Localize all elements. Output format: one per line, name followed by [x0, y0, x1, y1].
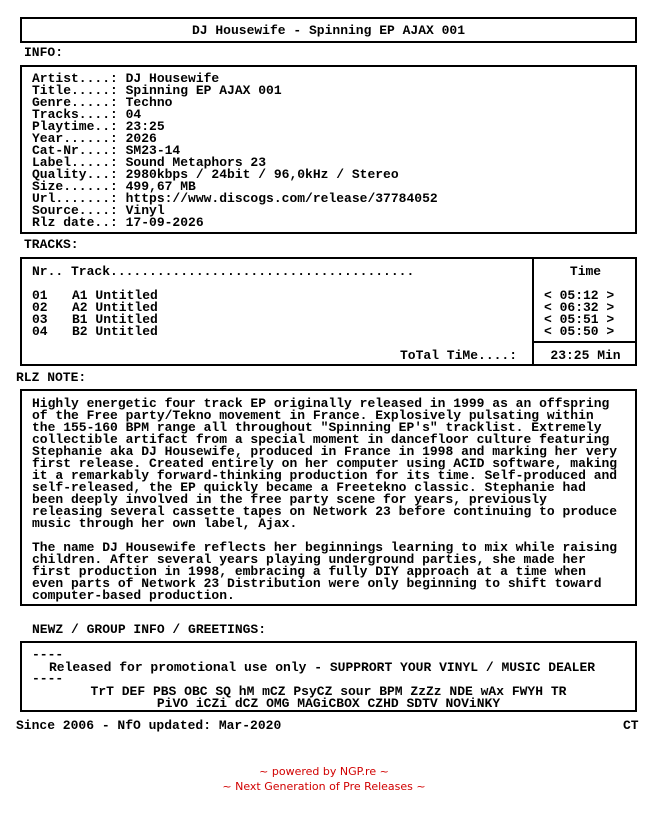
tracks-divider-horizontal: [532, 341, 635, 343]
rlz-note-box: [20, 389, 637, 606]
tracks-header: Nr.. Track.......................................: [32, 264, 415, 279]
ct-text: CT: [623, 718, 639, 733]
track-time: < 05:51 >: [544, 312, 615, 327]
info-line: Title.....: Spinning EP AJAX 001: [32, 83, 282, 98]
ngp-tagline: ~ Next Generation of Pre Releases ~: [222, 780, 426, 793]
time-list: [544, 290, 614, 338]
powered-by-link[interactable]: ~ powered by NGP.re ~: [259, 765, 389, 778]
total-time-label: ToTal TiMe....:: [400, 348, 518, 363]
greetings-line-1: TrT DEF PBS OBC SQ hM mCZ PsyCZ sour BPM ZzZz NDE wAx FWYH TR: [90, 684, 567, 699]
info-line: Year......: 2026: [32, 131, 157, 146]
info-line: Rlz date..: 17-09-2026: [32, 215, 204, 230]
info-line: Quality...: 2980kbps / 24bit / 96,0kHz / Stereo: [32, 167, 399, 182]
tracks-label: TRACKS:: [24, 237, 79, 252]
track-row: [32, 326, 158, 338]
time-header: Time: [569, 264, 602, 279]
info-line: Artist....: DJ Housewife: [32, 71, 220, 86]
rlz-note-label: RLZ NOTE:: [16, 370, 87, 385]
track-name: B1 Untitled: [72, 312, 158, 327]
info-line: Cat-Nr....: SM23-14: [32, 143, 181, 158]
track-time: < 05:12 >: [544, 288, 615, 303]
since-updated-text: Since 2006 - NfO updated: Mar-2020: [16, 718, 282, 733]
tracks-box: [20, 257, 637, 366]
info-box: [20, 65, 637, 234]
rlz-paragraph-2: The name DJ Housewife reflects her beginnings learning to mix while raising children. After several years playing underground parties, she made her first production in 1998, embracing a fully DIY approach at a time when even parts of Network 23 Distribution were only beginning to shift toward computer-based production.: [32, 540, 618, 603]
info-label: INFO:: [24, 45, 64, 60]
title-box: [20, 17, 637, 43]
track-number: 02: [32, 300, 48, 315]
newz-dash-bottom: ----: [32, 671, 64, 686]
track-name: B2 Untitled: [72, 324, 158, 339]
info-line: Genre.....: Techno: [32, 95, 173, 110]
newz-label: NEWZ / GROUP INFO / GREETINGS:: [32, 622, 267, 637]
greetings-line-2: PiVO iCZi dCZ OMG MAGiCBOX CZHD SDTV NOViNKY: [156, 696, 501, 711]
info-line: Playtime..: 23:25: [32, 119, 165, 134]
info-line: Url.......: https://www.discogs.com/release/37784052: [32, 191, 438, 206]
newz-dash-top: ----: [32, 647, 64, 662]
info-line: Tracks....: 04: [32, 107, 142, 122]
total-time-value: 23:25 Min: [550, 348, 621, 363]
page-title: DJ Housewife - Spinning EP AJAX 001: [191, 23, 466, 38]
track-list: [32, 290, 158, 338]
track-time: < 06:32 >: [544, 300, 615, 315]
track-number: 01: [32, 288, 48, 303]
track-name: A1 Untitled: [72, 288, 158, 303]
track-number: 04: [32, 324, 48, 339]
promo-text: Released for promotional use only - SUPPRORT YOUR VINYL / MUSIC DEALER: [49, 660, 596, 675]
track-time: < 05:50 >: [544, 324, 615, 339]
info-line: Source....: Vinyl: [32, 203, 165, 218]
track-number: 03: [32, 312, 48, 327]
info-line: Label.....: Sound Metaphors 23: [32, 155, 267, 170]
track-name: A2 Untitled: [72, 300, 158, 315]
rlz-paragraph-1: Highly energetic four track EP originally released in 1999 as an offspring of the Free party/Tekno movement in France. Explosively pulsating within the 155-160 BPM range all throughout "Spinning EP's" tracklist. Extremely collectible artifact from a special moment in dancefloor culture featuring Stephanie aka DJ Housewife, produced in France in 1998 and marking her very first release. Created entirely on her computer using ACID software, making it a remarkably forward-thinking production for its time. Self-produced and self-released, the EP quickly became a Freetekno classic. Stephanie had been deeply involved in the free party scene for years, previously releasing several cassette tapes on Network 23 before continuing to produce music through her own label, Ajax.: [32, 396, 618, 531]
info-list: [32, 73, 438, 229]
newz-box: [20, 641, 637, 712]
info-line: Size......: 499,67 MB: [32, 179, 196, 194]
